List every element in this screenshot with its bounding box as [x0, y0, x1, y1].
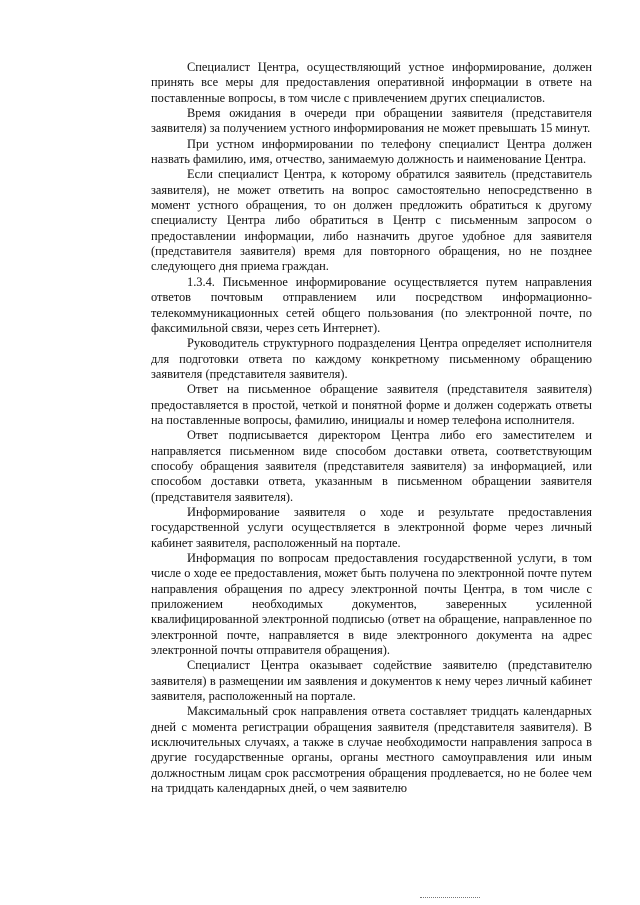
paragraph: Ответ подписывается директором Центра либо его заместителем и направляется письменном виде способом доставки ответа, соответствующим способу обращения заявителя (представителя заявителя) за информацией, или способом доставки ответа, указанным в письменном обращении заявителя (представителя заявителя).	[151, 428, 592, 504]
paragraph: Ответ на письменное обращение заявителя (представителя заявителя) предоставляется в простой, четкой и понятной форме и должен содержать ответы на поставленные вопросы, фамилию, инициалы и номер телефона исполнителя.	[151, 382, 592, 427]
paragraph: Время ожидания в очереди при обращении заявителя (представителя заявителя) за получением устного информирования не может превышать 15 минут.	[151, 106, 592, 136]
paragraph: Максимальный срок направления ответа составляет тридцать календарных дней с момента регистрации обращения заявителя (представителя заявителя). В исключительных случаях, а также в случае необходимости направления запроса в другие государственные органы, органы местного самоуправления или иным должностным лицам срок рассмотрения обращения продлевается, но не более чем на тридцать календарных дней, о чем заявителю	[151, 704, 592, 796]
paragraph: Специалист Центра оказывает содействие заявителю (представителю заявителя) в размещении им заявления и документов к нему через личный кабинет заявителя, расположенный на портале.	[151, 658, 592, 704]
scan-artifact-line	[420, 897, 480, 898]
paragraph: Информирование заявителя о ходе и результате предоставления государственной услуги осуществляется в электронной форме через личный кабинет заявителя, расположенный на портале.	[151, 504, 592, 550]
paragraph: При устном информировании по телефону специалист Центра должен назвать фамилию, имя, отчество, занимаемую должность и наименование Центра.	[151, 136, 592, 167]
paragraph: 1.3.4. Письменное информирование осуществляется путем направления ответов почтовым отправлением или посредством информационно-телекоммуникационных сетей общего пользования (по электронной почте, по факсимильной связи, через сеть Интернет).	[151, 274, 592, 335]
document-body	[151, 60, 592, 797]
paragraph: Если специалист Центра, к которому обратился заявитель (представитель заявителя), не может ответить на вопрос самостоятельно непосредственно в момент устного обращения, то он должен предложить обратиться к другому специалисту Центра либо обратиться в Центр с письменным запросом о предоставлении информации, либо назначить другое удобное для заявителя (представителя заявителя) время для повторного обращения, но не позднее следующего дня приема граждан.	[151, 167, 592, 274]
paragraph: Специалист Центра, осуществляющий устное информирование, должен принять все меры для предоставления оперативной информации в ответе на поставленные вопросы, в том числе с привлечением других специалистов.	[151, 60, 592, 105]
paragraph: Информация по вопросам предоставления государственной услуги, в том числе о ходе ее предоставления, может быть получена по электронной почте путем направления обращения по адресу электронной почты Центра, в том числе с приложением необходимых документов, заверенных усиленной квалифицированной электронной подписью (ответ на обращение, направленное по электронной почте, направляется в виде электронного документа на адрес электронной почты отправителя обращения).	[151, 551, 592, 658]
paragraph: Руководитель структурного подразделения Центра определяет исполнителя для подготовки ответа по каждому конкретному письменному обращению заявителя (представителя заявителя).	[151, 336, 592, 381]
